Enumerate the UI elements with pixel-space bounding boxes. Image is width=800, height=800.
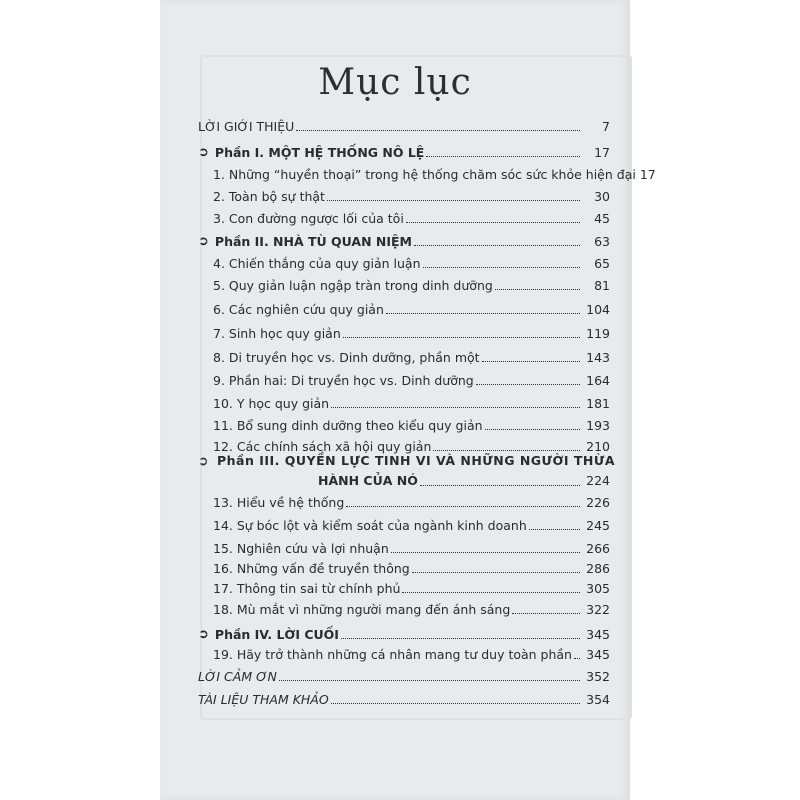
toc-page-number: 266 [586, 541, 610, 556]
toc-label: 10. Y học quy giản [213, 396, 330, 411]
part-3-second-line [198, 472, 610, 490]
toc-page-number: 352 [586, 669, 610, 684]
toc-page-number: 17 [594, 145, 610, 160]
dot-leader [426, 156, 580, 157]
dot-leader [341, 638, 580, 639]
toc-label: 14. Sự bóc lột và kiểm soát của ngành kinh doanh [213, 518, 527, 533]
toc-part-3 [198, 452, 616, 492]
toc-page-number: 17 [639, 167, 656, 182]
toc-label: 1. Những “huyền thoại” trong hệ thống chăm sóc sức khỏe hiện đại [213, 167, 636, 182]
dot-leader [346, 506, 580, 507]
arrow-bullet-icon: ➲ [198, 627, 209, 642]
toc-entry-chapter-5 [213, 272, 610, 294]
toc-label: 13. Hiểu về hệ thống [213, 495, 345, 510]
dot-leader [512, 613, 580, 614]
toc-entry-chapter-9 [213, 367, 610, 389]
dot-leader [495, 289, 580, 290]
toc-page-number: 210 [586, 439, 610, 454]
toc-entry-chapter-11 [213, 412, 610, 434]
toc-entry-chapter-18 [213, 596, 610, 618]
toc-part-4 [198, 621, 610, 643]
toc-page-number: 81 [594, 278, 610, 293]
toc-entry-chapter-10 [213, 390, 610, 412]
dot-leader [386, 313, 580, 314]
toc-label: Phần II. NHÀ TÙ QUAN NIỆM [214, 234, 413, 249]
toc-entry-chapter-4 [213, 250, 610, 272]
dot-leader [476, 384, 580, 385]
toc-page-number: 354 [586, 692, 610, 707]
dot-leader [433, 450, 580, 451]
toc-label: Phần IV. LỜI CUỐI [214, 627, 339, 642]
arrow-bullet-icon: ➲ [198, 453, 209, 468]
toc-label: 8. Di truyền học vs. Dinh dưỡng, phần một [213, 350, 480, 365]
toc-entry-chapter-7 [213, 320, 610, 342]
toc-entry-references [198, 686, 610, 708]
toc-page-number: 30 [594, 189, 610, 204]
dot-leader [296, 130, 580, 131]
toc-entry-chapter-2 [213, 183, 610, 205]
toc-page-number: 345 [586, 647, 610, 662]
toc-entry-chapter-15 [213, 535, 610, 557]
dot-leader [414, 245, 580, 246]
dot-leader [574, 658, 580, 659]
arrow-bullet-icon: ➲ [198, 145, 209, 160]
dot-leader [406, 222, 580, 223]
toc-label: 5. Quy giản luận ngập tràn trong dinh dưỡng [213, 278, 493, 293]
toc-label: 15. Nghiên cứu và lợi nhuận [213, 541, 389, 556]
toc-label: 6. Các nghiên cứu quy giản [213, 302, 384, 317]
toc-page-number: 7 [602, 119, 610, 134]
toc-page-number: 322 [586, 602, 610, 617]
toc-page-number: 63 [594, 234, 610, 249]
toc-page-number: 345 [586, 627, 610, 642]
toc-entry-chapter-14 [213, 512, 610, 534]
toc-part-1 [198, 139, 610, 161]
toc-page-number: 119 [586, 326, 610, 341]
toc-label: 18. Mù mắt vì những người mang đến ánh sáng [213, 602, 511, 617]
toc-entry-chapter-19 [213, 641, 610, 663]
toc-page-number: 226 [586, 495, 610, 510]
toc-page-number: 143 [586, 350, 610, 365]
toc-label: Phần I. MỘT HỆ THỐNG NÔ LỆ [214, 145, 425, 160]
toc-page-number: 45 [594, 211, 610, 226]
dot-leader [331, 703, 580, 704]
toc-label: TÀI LIỆU THAM KHẢO [198, 692, 329, 707]
dot-leader [412, 572, 580, 573]
page-title: Mục lục [318, 62, 472, 103]
toc-page-number: 164 [586, 373, 610, 388]
dot-leader [331, 407, 580, 408]
toc-label: LỜI GIỚI THIỆU [198, 119, 295, 134]
dot-leader [327, 200, 580, 201]
toc-label: 3. Con đường ngược lối của tôi [213, 211, 404, 226]
toc-entry-chapter-16 [213, 555, 610, 577]
toc-page-number: 224 [586, 473, 610, 488]
toc-label: 4. Chiến thắng của quy giản luận [213, 256, 421, 271]
toc-page-number: 181 [586, 396, 610, 411]
toc-label: LỜI CẢM ƠN [198, 669, 277, 684]
part-3-first-line [198, 452, 616, 470]
toc-entry-chapter-8 [213, 344, 610, 366]
toc-entry-acknowledgements [198, 663, 610, 685]
toc-label: 17. Thông tin sai từ chính phủ [213, 581, 401, 596]
dot-leader [420, 485, 580, 486]
dot-leader [279, 680, 580, 681]
toc-entry-chapter-6 [213, 296, 610, 318]
dot-leader [482, 361, 580, 362]
toc-entry-chapter-17 [213, 575, 610, 597]
toc-entry-chapter-3 [213, 205, 610, 227]
dot-leader [423, 267, 580, 268]
dot-leader [391, 552, 580, 553]
toc-page-number: 245 [586, 518, 610, 533]
toc-entry-chapter-1 [213, 161, 656, 183]
toc-label: 2. Toàn bộ sự thật [213, 189, 325, 204]
toc-label-continuation: HÀNH CỦA NÓ [318, 473, 418, 488]
toc-page-number: 65 [594, 256, 610, 271]
toc-page-number: 104 [586, 302, 610, 317]
toc-label: 16. Những vấn đề truyền thông [213, 561, 410, 576]
dot-leader [343, 337, 580, 338]
toc-label: 11. Bổ sung dinh dưỡng theo kiểu quy giản [213, 418, 483, 433]
toc-entry-chapter-13 [213, 489, 610, 511]
dot-leader [402, 592, 580, 593]
dot-leader [529, 529, 580, 530]
toc-label: 9. Phần hai: Di truyền học vs. Dinh dưỡng [213, 373, 474, 388]
toc-label: 7. Sinh học quy giản [213, 326, 341, 341]
toc-entry-intro [198, 113, 610, 135]
toc-page-number: 193 [586, 418, 610, 433]
toc-label: 19. Hãy trở thành những cá nhân mang tư duy toàn phần [213, 647, 572, 662]
toc-label: Phần III. QUYỀN LỰC TINH VI VÀ NHỮNG NGƯỜI THỪA [216, 453, 616, 468]
toc-label: 12. Các chính sách xã hội quy giản [213, 439, 432, 454]
arrow-bullet-icon: ➲ [198, 234, 209, 249]
toc-page-number: 286 [586, 561, 610, 576]
dot-leader [485, 429, 580, 430]
toc-page-number: 305 [586, 581, 610, 596]
toc-part-2 [198, 228, 610, 250]
